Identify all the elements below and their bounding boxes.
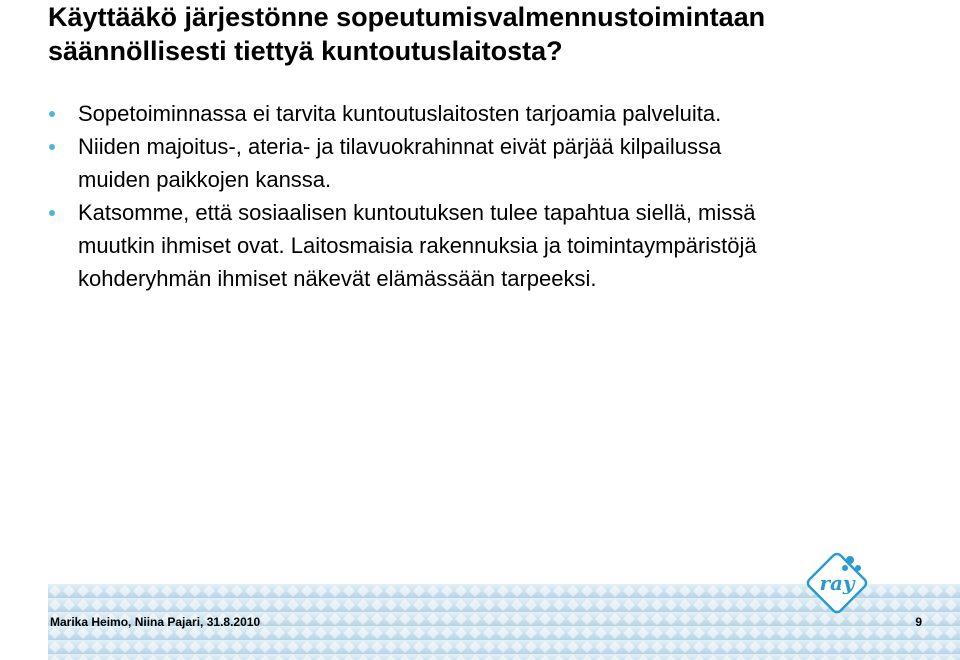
bullet-item: [49, 130, 949, 196]
bullet-text: [78, 97, 949, 130]
page-number: 9: [915, 615, 922, 629]
bullet-item: [49, 97, 949, 130]
bullet-line: Katsomme, että sosiaalisen kuntoutuksen tulee tapahtua siellä, missä: [78, 200, 756, 225]
bullet-text: [78, 130, 949, 196]
logo-text: ray: [819, 571, 855, 595]
bullet-dot-icon: [49, 210, 55, 216]
bullet-dot-icon: [49, 144, 55, 150]
bullet-line: Sopetoiminnassa ei tarvita kuntoutuslaitosten tarjoamia palveluita.: [78, 101, 722, 126]
slide-title-line-1: Käyttääkö järjestönne sopeutumisvalmennustoimintaan: [48, 2, 766, 32]
ray-logo-icon: [802, 548, 872, 618]
slide-title: [48, 0, 948, 68]
bullet-list: [49, 97, 949, 295]
bullet-line: Niiden majoitus-, ateria- ja tilavuokrahinnat eivät pärjää kilpailussa: [78, 134, 722, 159]
bullet-line: muutkin ihmiset ovat. Laitosmaisia rakennuksia ja toimintaympäristöjä: [78, 233, 757, 258]
footer-author-date: Marika Heimo, Niina Pajari, 31.8.2010: [50, 615, 261, 629]
bullet-text: [78, 196, 949, 295]
slide-title-line-2: säännöllisesti tiettyä kuntoutuslaitosta?: [48, 36, 563, 66]
bullet-line: muiden paikkojen kanssa.: [78, 167, 332, 192]
bullet-line: kohderyhmän ihmiset näkevät elämässään tarpeeksi.: [78, 266, 597, 291]
bullet-item: [49, 196, 949, 295]
bullet-dot-icon: [49, 111, 55, 117]
